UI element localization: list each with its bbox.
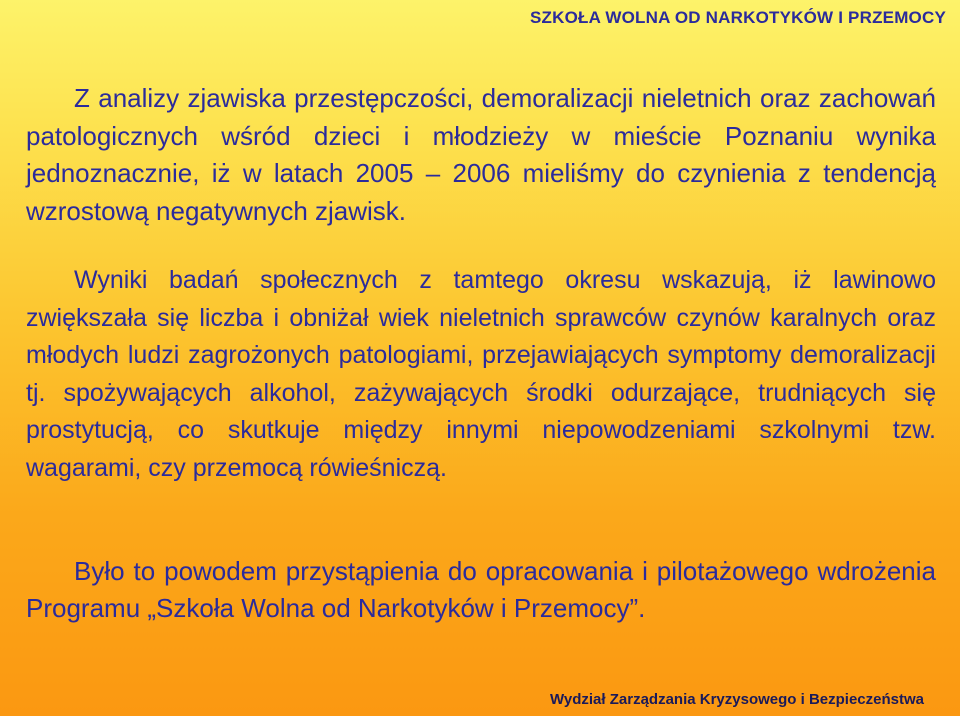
paragraph-program-origin: Było to powodem przystąpienia do opracowania i pilotażowego wdrożenia Programu „Szkoła Wolna od Narkotyków i Przemocy”.	[26, 556, 936, 623]
footer-department: Wydział Zarządzania Kryzysowego i Bezpieczeństwa	[549, 691, 924, 708]
paragraph-intro: Z analizy zjawiska przestępczości, demoralizacji nieletnich oraz zachowań patologicznych wśród dzieci i młodzieży w mieście Poznaniu wynika jednoznacznie, iż w latach 2005 – 2006 mieliśmy do czynienia z tendencją wzrostową negatywnych zjawisk.	[26, 83, 936, 226]
slide-header-title: SZKOŁA WOLNA OD NARKOTYKÓW I PRZEMOCY	[529, 8, 946, 27]
paragraph-research-results: Wyniki badań społecznych z tamtego okresu wskazują, iż lawinowo zwiększała się liczba i obniżał wiek nieletnich sprawców czynów karalnych oraz młodych ludzi zagrożonych patologiami, przejawiających symptomy demoralizacji tj. spożywających alkohol, zażywających środki odurzające, trudniących się prostytucją, co skutkuje między innymi niepowodzeniami szkolnymi tzw. wagarami, czy przemocą rówieśniczą.	[26, 266, 936, 482]
